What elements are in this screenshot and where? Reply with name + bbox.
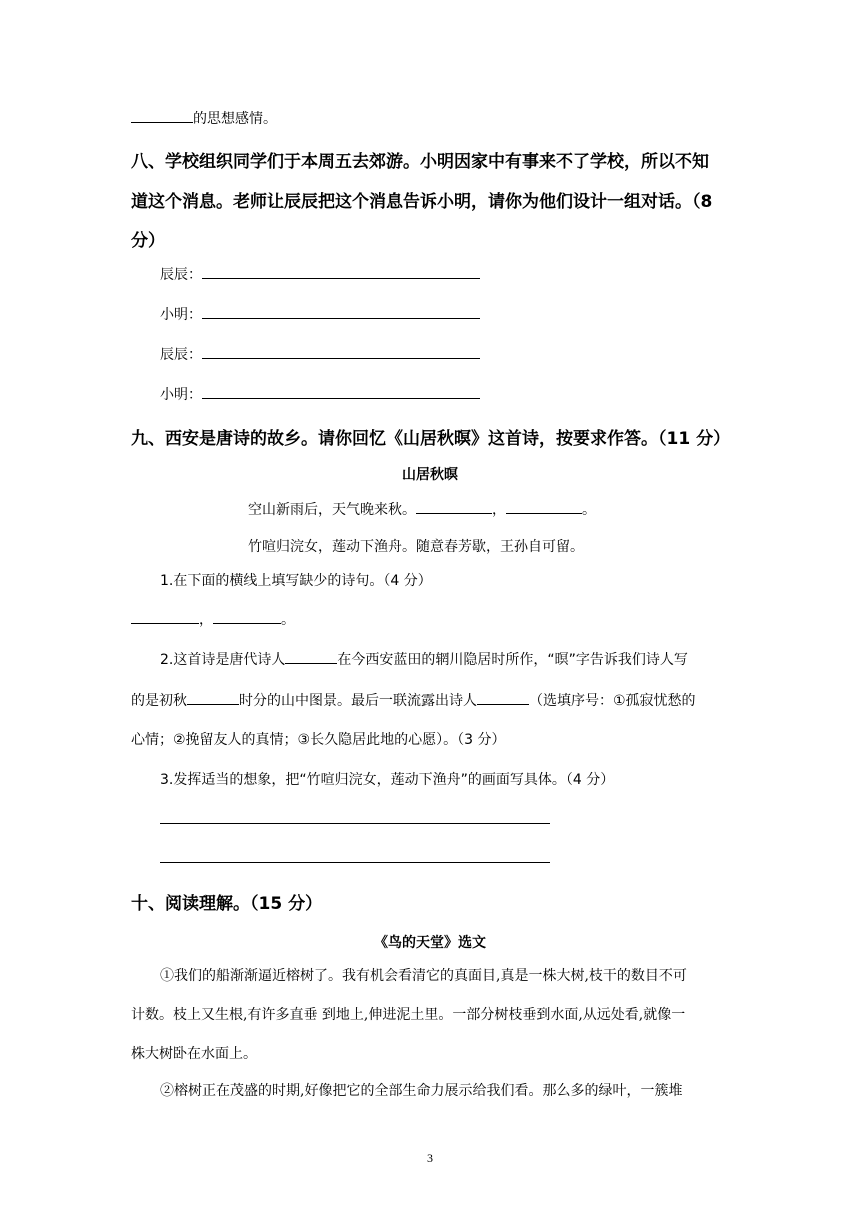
dialogue-blank[interactable] <box>202 264 480 279</box>
dialogue-line-4: 小明： <box>160 384 480 404</box>
passage-p1-line3: 株大树卧在水面上。 <box>131 1046 257 1062</box>
poem-line-1: 空山新雨后，天气晚来秋。 ， 。 <box>248 499 596 519</box>
q9-sub2-line2: 的是初秋 时分的山中图景。最后一联流露出诗人 （选填序号：①孤寂忧愁的 <box>131 690 696 710</box>
poem-line-2: 竹喧归浣女，莲动下渔舟。随意春芳歇，王孙自可留。 <box>248 539 584 555</box>
q8-heading-line1: 八、学校组织同学们于本周五去郊游。小明因家中有事来不了学校，所以不知 <box>131 152 709 172</box>
answer-line[interactable] <box>160 823 550 824</box>
page-number: 3 <box>427 1151 433 1165</box>
poet-blank[interactable] <box>285 649 337 664</box>
answer-blank[interactable] <box>131 609 199 624</box>
passage-p2-line1: ②榕树正在茂盛的时期,好像把它的全部生命力展示给我们看。那么多的绿叶，一簇堆 <box>160 1083 683 1099</box>
dialogue-blank[interactable] <box>202 384 480 399</box>
dialogue-blank[interactable] <box>202 304 480 319</box>
answer-blank[interactable] <box>213 609 281 624</box>
choice-blank[interactable] <box>477 690 529 705</box>
q9-sub3: 3.发挥适当的想象，把“竹喧归浣女，莲动下渔舟”的画面写具体。（4 分） <box>160 772 615 788</box>
dialogue-line-1: 辰辰： <box>160 264 480 284</box>
top-line: 的思想感情。 <box>131 108 277 128</box>
q9-sub1: 1.在下面的横线上填写缺少的诗句。（4 分） <box>160 573 432 589</box>
q8-heading-line3: 分） <box>131 231 165 251</box>
poem-blank-2[interactable] <box>506 499 582 514</box>
dialogue-line-2: 小明： <box>160 304 480 324</box>
poem-blank-1[interactable] <box>416 499 492 514</box>
passage-p1-line1: ①我们的船渐渐逼近榕树了。我有机会看清它的真面目,真是一株大树,枝干的数目不可 <box>160 968 687 984</box>
dialogue-blank[interactable] <box>202 344 480 359</box>
q9-sub1-answer: ， 。 <box>131 609 295 629</box>
q8-heading-line2: 道这个消息。老师让辰辰把这个消息告诉小明，请你为他们设计一组对话。（8 <box>131 192 713 212</box>
q9-sub2-line3: 心情；②挽留友人的真情；③长久隐居此地的心愿）。（3 分） <box>131 732 506 748</box>
answer-line[interactable] <box>160 862 550 863</box>
time-blank[interactable] <box>187 690 239 705</box>
passage-p1-line2: 计数。枝上又生根,有许多直垂 到地上,伸进泥土里。一部分树枝垂到水面,从远处看,就像一 <box>131 1007 686 1023</box>
answer-blank[interactable] <box>131 108 193 123</box>
q9-sub2-line1: 2.这首诗是唐代诗人 在今西安蓝田的辋川隐居时所作，“暝”字告诉我们诗人写 <box>160 649 688 669</box>
passage-title: 《鸟的天堂》选文 <box>374 935 486 951</box>
dialogue-line-3: 辰辰： <box>160 344 480 364</box>
poem-title: 山居秋暝 <box>402 467 458 483</box>
q9-heading: 九、西安是唐诗的故乡。请你回忆《山居秋暝》这首诗，按要求作答。（11 分） <box>131 429 731 449</box>
q10-heading: 十、阅读理解。（15 分） <box>131 894 323 914</box>
